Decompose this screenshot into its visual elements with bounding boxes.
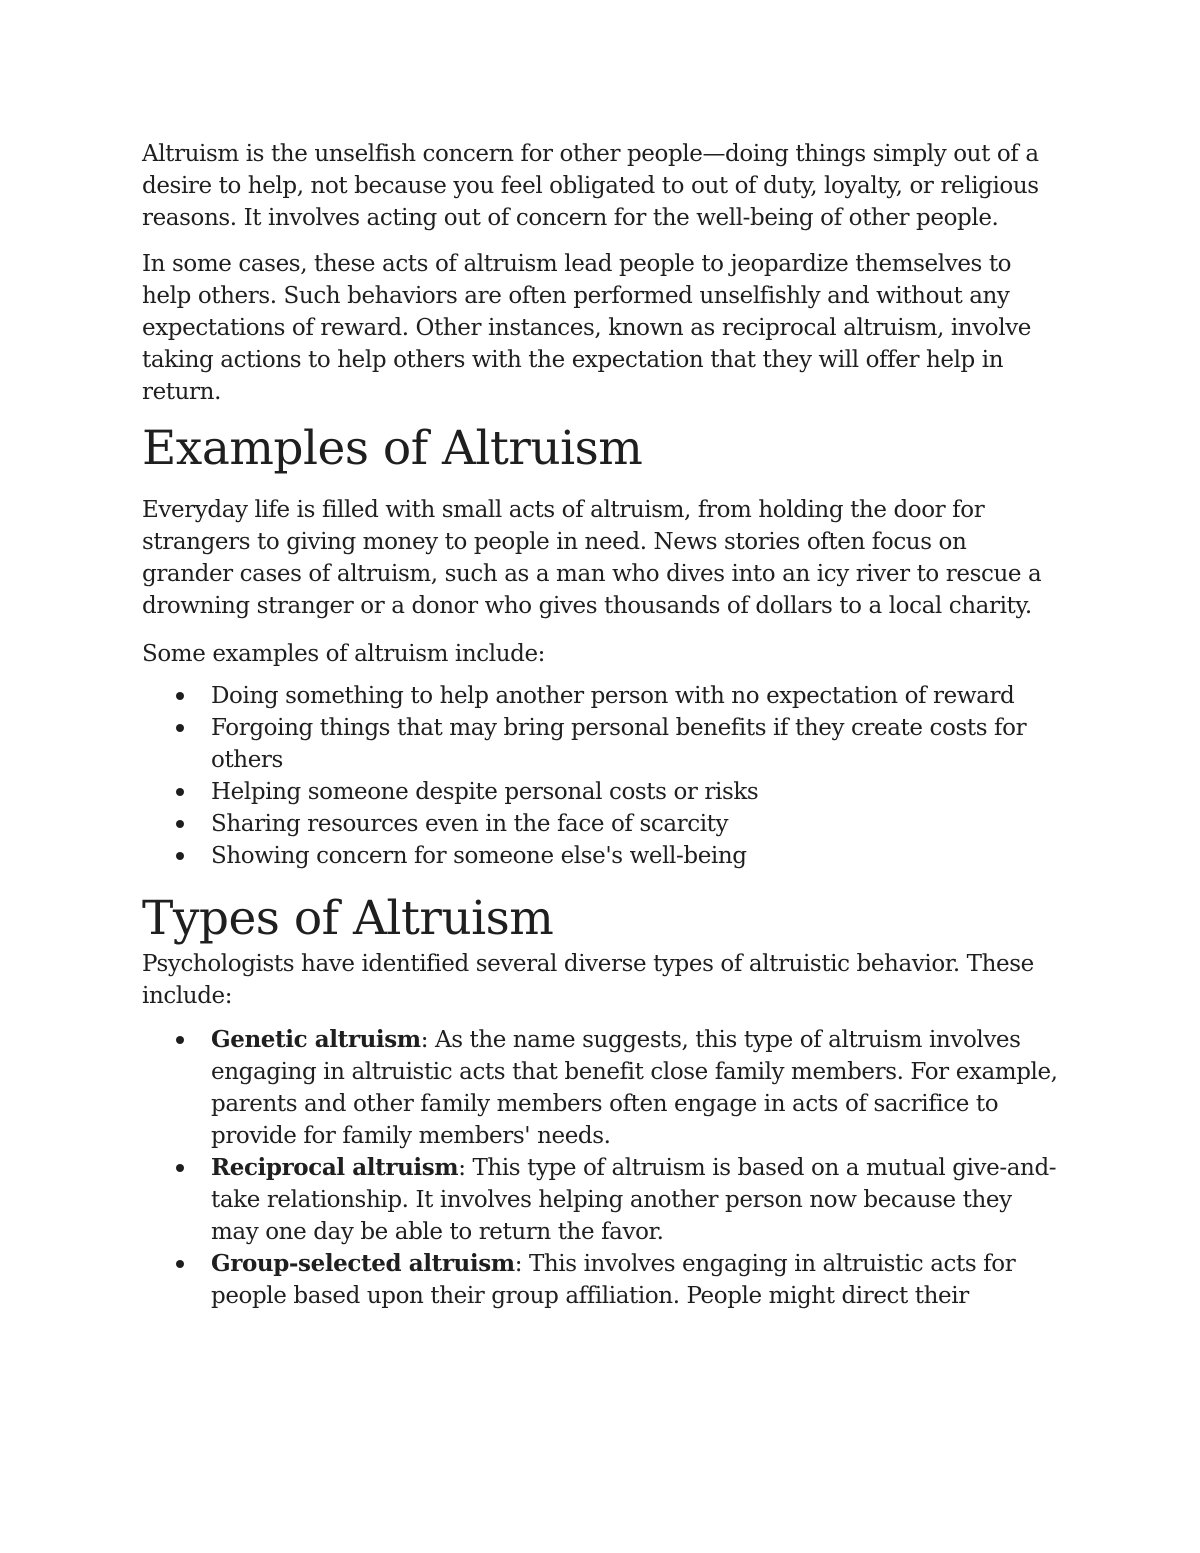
- bullet-icon: [176, 1036, 184, 1044]
- type-term: Group-selected altruism: [211, 1250, 515, 1277]
- list-item: [142, 680, 1062, 712]
- list-item: [142, 808, 1062, 840]
- examples-list: [142, 680, 1062, 872]
- bullet-icon: [176, 1260, 184, 1268]
- examples-paragraph: Everyday life is filled with small acts of altruism, from holding the door for strangers to giving money to people in need. News stories often focus on grander cases of altruism, such as a man who dives into an icy river to rescue a drowning stranger or a donor who gives thousands of dollars to a local charity.: [142, 497, 1042, 619]
- types-heading: Types of Altruism: [142, 891, 554, 946]
- intro-paragraph-1: Altruism is the unselfish concern for other people—doing things simply out of a desire to help, not because you feel obligated to out of duty, loyalty, or religious reasons. It involves acting out of concern for the well-being of other people.: [142, 141, 1039, 231]
- list-item-text: Forgoing things that may bring personal benefits if they create costs for others: [211, 715, 1027, 773]
- list-item-text: Doing something to help another person with no expectation of reward: [211, 683, 1015, 709]
- bullet-icon: [176, 724, 184, 732]
- bullet-icon: [176, 820, 184, 828]
- intro-paragraph-2: In some cases, these acts of altruism lead people to jeopardize themselves to help others. Such behaviors are often performed unselfishly and without any expectations of reward. Other instances, known as reciprocal altruism, involve taking actions to help others with the expectation that they will offer help in return.: [142, 251, 1032, 405]
- type-description: : As the name suggests, this type of altruism involves engaging in altruistic acts that benefit close family members. For example, parents and other family members often engage in acts of sacrifice to provide for family members' needs.: [211, 1027, 1058, 1149]
- document-page: [142, 138, 1062, 1312]
- list-item-text: Showing concern for someone else's well-being: [211, 843, 747, 869]
- type-description: : This type of altruism is based on a mutual give-and-take relationship. It involves helping another person now because they may one day be able to return the favor.: [211, 1155, 1057, 1245]
- list-item: [142, 840, 1062, 872]
- examples-list-intro: Some examples of altruism include:: [142, 641, 546, 667]
- list-item: [142, 1152, 1062, 1248]
- bullet-icon: [176, 852, 184, 860]
- list-item: [142, 1248, 1062, 1312]
- list-item-text: Sharing resources even in the face of scarcity: [211, 811, 729, 837]
- type-term: Genetic altruism: [211, 1026, 421, 1053]
- type-term: Reciprocal altruism: [211, 1154, 459, 1181]
- bullet-icon: [176, 788, 184, 796]
- list-item: [142, 712, 1062, 776]
- list-item: [142, 1024, 1062, 1152]
- examples-heading: Examples of Altruism: [142, 421, 643, 476]
- list-item: [142, 776, 1062, 808]
- bullet-icon: [176, 1164, 184, 1172]
- bullet-icon: [176, 692, 184, 700]
- list-item-text: Helping someone despite personal costs or risks: [211, 779, 759, 805]
- type-description: : This involves engaging in altruistic acts for people based upon their group affiliation. People might direct their: [211, 1251, 1016, 1309]
- types-list: [142, 1024, 1062, 1312]
- types-paragraph: Psychologists have identified several diverse types of altruistic behavior. These include:: [142, 951, 1034, 1009]
